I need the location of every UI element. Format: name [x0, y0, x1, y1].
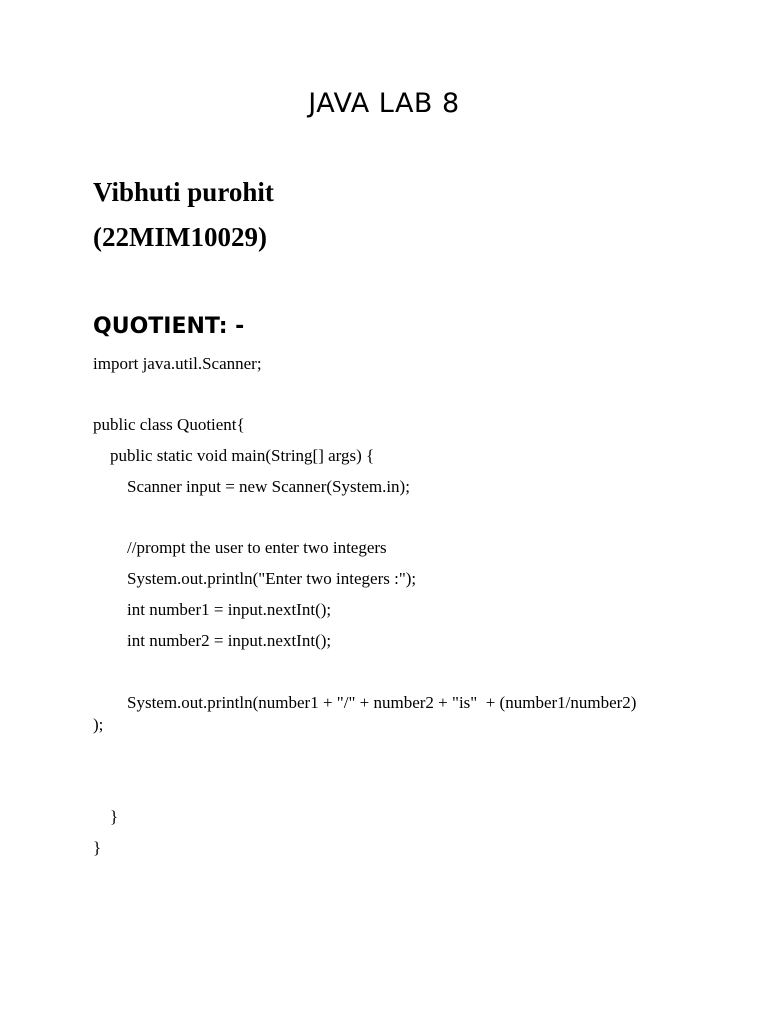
code-line: } [93, 807, 119, 826]
author-name: Vibhuti purohit [93, 177, 274, 207]
code-line: public class Quotient{ [93, 415, 245, 434]
code-line: Scanner input = new Scanner(System.in); [93, 477, 410, 496]
code-line: public static void main(String[] args) { [93, 446, 375, 465]
code-line: int number1 = input.nextInt(); [93, 600, 332, 619]
code-line: //prompt the user to enter two integers [93, 538, 387, 557]
code-line: import java.util.Scanner; [93, 354, 262, 373]
code-line: ); [93, 715, 104, 734]
document-title: JAVA LAB 8 [308, 88, 460, 119]
section-heading: QUOTIENT: - [93, 314, 245, 339]
code-line: } [93, 838, 102, 857]
code-line: int number2 = input.nextInt(); [93, 631, 332, 650]
code-line: System.out.println("Enter two integers :"); [93, 569, 417, 588]
code-line: System.out.println(number1 + "/" + number2 + "is" + (number1/number2) [93, 693, 637, 712]
author-id: (22MIM10029) [93, 222, 267, 252]
